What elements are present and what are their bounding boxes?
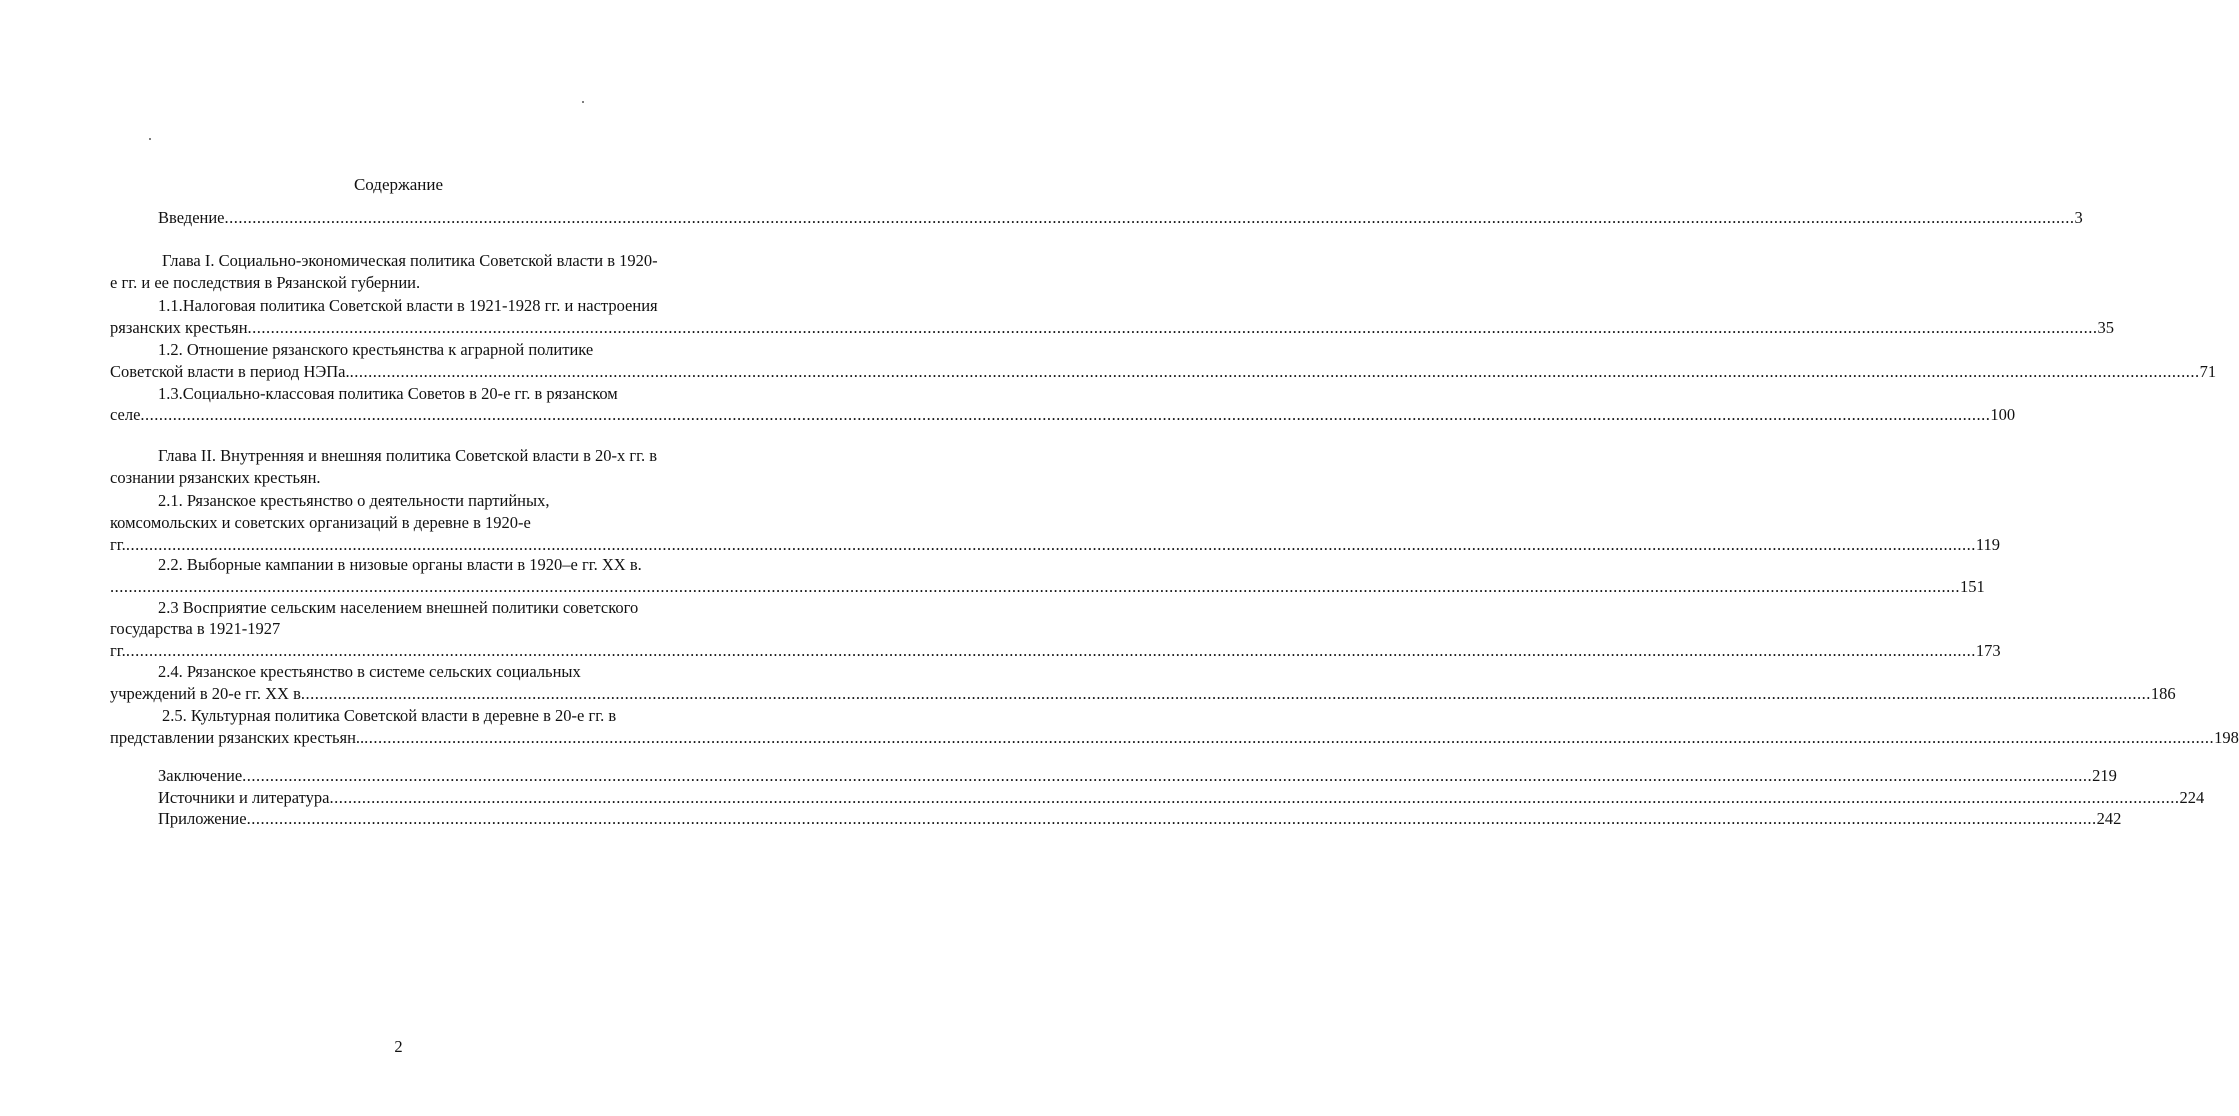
- page-number: 2: [394, 1037, 403, 1056]
- toc-page-number: 151: [1960, 577, 1985, 596]
- toc-entry-sources: [158, 787, 2205, 809]
- toc-section-2-1-cont2: [110, 534, 2000, 556]
- toc-page-number: 100: [1990, 405, 2016, 424]
- toc-section-1-2: [158, 339, 740, 361]
- toc-section-label: 1.2. Отношение рязанского крестьянства к аграрной политике: [158, 340, 594, 359]
- toc-section-label: рязанских крестьян: [110, 318, 248, 337]
- toc-page-number: 119: [1975, 535, 2000, 554]
- toc-page-number: 173: [1975, 641, 2001, 660]
- toc-page-number: 3: [2074, 208, 2083, 227]
- toc-entry-label: Приложение: [158, 809, 247, 828]
- toc-section-label: представлении рязанских крестьян..: [110, 728, 365, 747]
- toc-page-number: 219: [2092, 766, 2117, 785]
- toc-chapter-2-line: Глава II. Внутренняя и внешняя политика Советской власти в 20-х гг. в: [158, 446, 658, 465]
- leader-dots: ................................................................................................................................................................................................................................................................................................................................................................................................................: [246, 809, 2097, 828]
- scan-speck: [582, 101, 584, 103]
- scan-speck: [149, 138, 151, 140]
- leader-dots: ................................................................................................................................................................................................................................................................................................................................................................................................................: [247, 318, 2098, 337]
- toc-section-label: селе: [110, 405, 141, 424]
- toc-section-2-1-cont: [110, 512, 740, 534]
- toc-page-number: 242: [2096, 809, 2122, 828]
- toc-section-label: Советской власти в период НЭПа.: [110, 362, 350, 381]
- leader-dots: ................................................................................................................................................................................................................................................................................................................................................................................................................: [364, 728, 2215, 747]
- toc-section-label: гг.: [110, 641, 126, 660]
- toc-section-label: гг.: [110, 535, 126, 554]
- toc-entry-conclusion: [158, 765, 2117, 787]
- toc-section-label: 2.5. Культурная политика Советской власти в деревне в 20-е гг. в: [162, 706, 617, 725]
- toc-entry-label: Источники и литература: [158, 788, 330, 807]
- toc-section-2-2: [158, 554, 740, 576]
- toc-page-number: 186: [2150, 684, 2176, 703]
- toc-chapter-1-line: Глава I. Социально-экономическая политика Советской власти в 1920-: [162, 251, 658, 270]
- leader-dots: ................................................................................................................................................................................................................................................................................................................................................................................................................: [242, 766, 2093, 785]
- toc-page-number: 35: [2097, 318, 2115, 337]
- toc-section-2-3-cont2: [110, 640, 2001, 662]
- leader-dots: ................................................................................................................................................................................................................................................................................................................................................................................................................: [329, 788, 2180, 807]
- toc-section-label: комсомольских и советских организаций в деревне в 1920-е: [110, 513, 531, 532]
- toc-section-2-3: [158, 597, 740, 619]
- leader-dots: ................................................................................................................................................................................................................................................................................................................................................................................................................: [110, 577, 1960, 596]
- toc-page-number: 224: [2179, 788, 2205, 807]
- leader-dots: ................................................................................................................................................................................................................................................................................................................................................................................................................: [125, 535, 1976, 554]
- toc-section-2-3-cont: [110, 618, 740, 640]
- toc-page-number: 198: [2214, 728, 2239, 747]
- toc-section-2-1: [158, 490, 740, 512]
- leader-dots: ................................................................................................................................................................................................................................................................................................................................................................................................................: [125, 641, 1976, 660]
- leader-dots: ................................................................................................................................................................................................................................................................................................................................................................................................................: [300, 684, 2151, 703]
- toc-section-1-1-cont: [110, 317, 2115, 339]
- toc-entry-appendix: [158, 808, 2122, 830]
- toc-section-2-4-cont: [110, 683, 2176, 705]
- toc-chapter-1-heading: [162, 250, 742, 272]
- toc-section-2-5: [162, 705, 740, 727]
- toc-section-label: 2.2. Выборные кампании в низовые органы власти в 1920–е гг. XX в.: [158, 555, 642, 574]
- toc-section-1-2-cont: [110, 361, 2217, 383]
- toc-chapter-2-heading-cont: [110, 467, 740, 489]
- toc-section-label: 1.1.Налоговая политика Советской власти в 1921-1928 гг. и настроения: [158, 296, 658, 315]
- toc-section-label: учреждений в 20-е гг. XX в: [110, 684, 301, 703]
- page-title: Содержание: [353, 175, 444, 194]
- toc-section-label: 2.1. Рязанское крестьянство о деятельности партийных,: [158, 491, 550, 510]
- toc-page-number: 71: [2199, 362, 2217, 381]
- toc-section-label: государства в 1921-1927: [110, 619, 281, 638]
- toc-section-2-4: [158, 661, 740, 683]
- leader-dots: ................................................................................................................................................................................................................................................................................................................................................................................................................: [224, 208, 2075, 227]
- leader-dots: ................................................................................................................................................................................................................................................................................................................................................................................................................: [349, 362, 2200, 381]
- toc-section-1-3-cont: [110, 404, 2016, 426]
- toc-section-1-3: [158, 383, 740, 405]
- leader-dots: ................................................................................................................................................................................................................................................................................................................................................................................................................: [140, 405, 1991, 424]
- toc-section-2-2-cont: [110, 576, 1985, 598]
- toc-chapter-1-heading-cont: [110, 272, 740, 294]
- toc-chapter-1-line: е гг. и ее последствия в Рязанской губернии.: [110, 273, 421, 292]
- toc-entry-label: Введение: [158, 208, 225, 227]
- toc-chapter-2-line: сознании рязанских крестьян.: [110, 468, 321, 487]
- toc-section-label: 2.3 Восприятие сельским населением внешней политики советского: [158, 598, 639, 617]
- toc-entry-label: Заключение: [158, 766, 243, 785]
- toc-section-label: 1.3.Социально-классовая политика Советов в 20-е гг. в рязанском: [158, 384, 618, 403]
- toc-section-2-5-cont: [110, 727, 2239, 749]
- toc-section-1-1: [158, 295, 740, 317]
- toc-chapter-2-heading: [158, 445, 740, 467]
- toc-entry-intro: [158, 207, 2083, 229]
- toc-section-label: 2.4. Рязанское крестьянство в системе сельских социальных: [158, 662, 581, 681]
